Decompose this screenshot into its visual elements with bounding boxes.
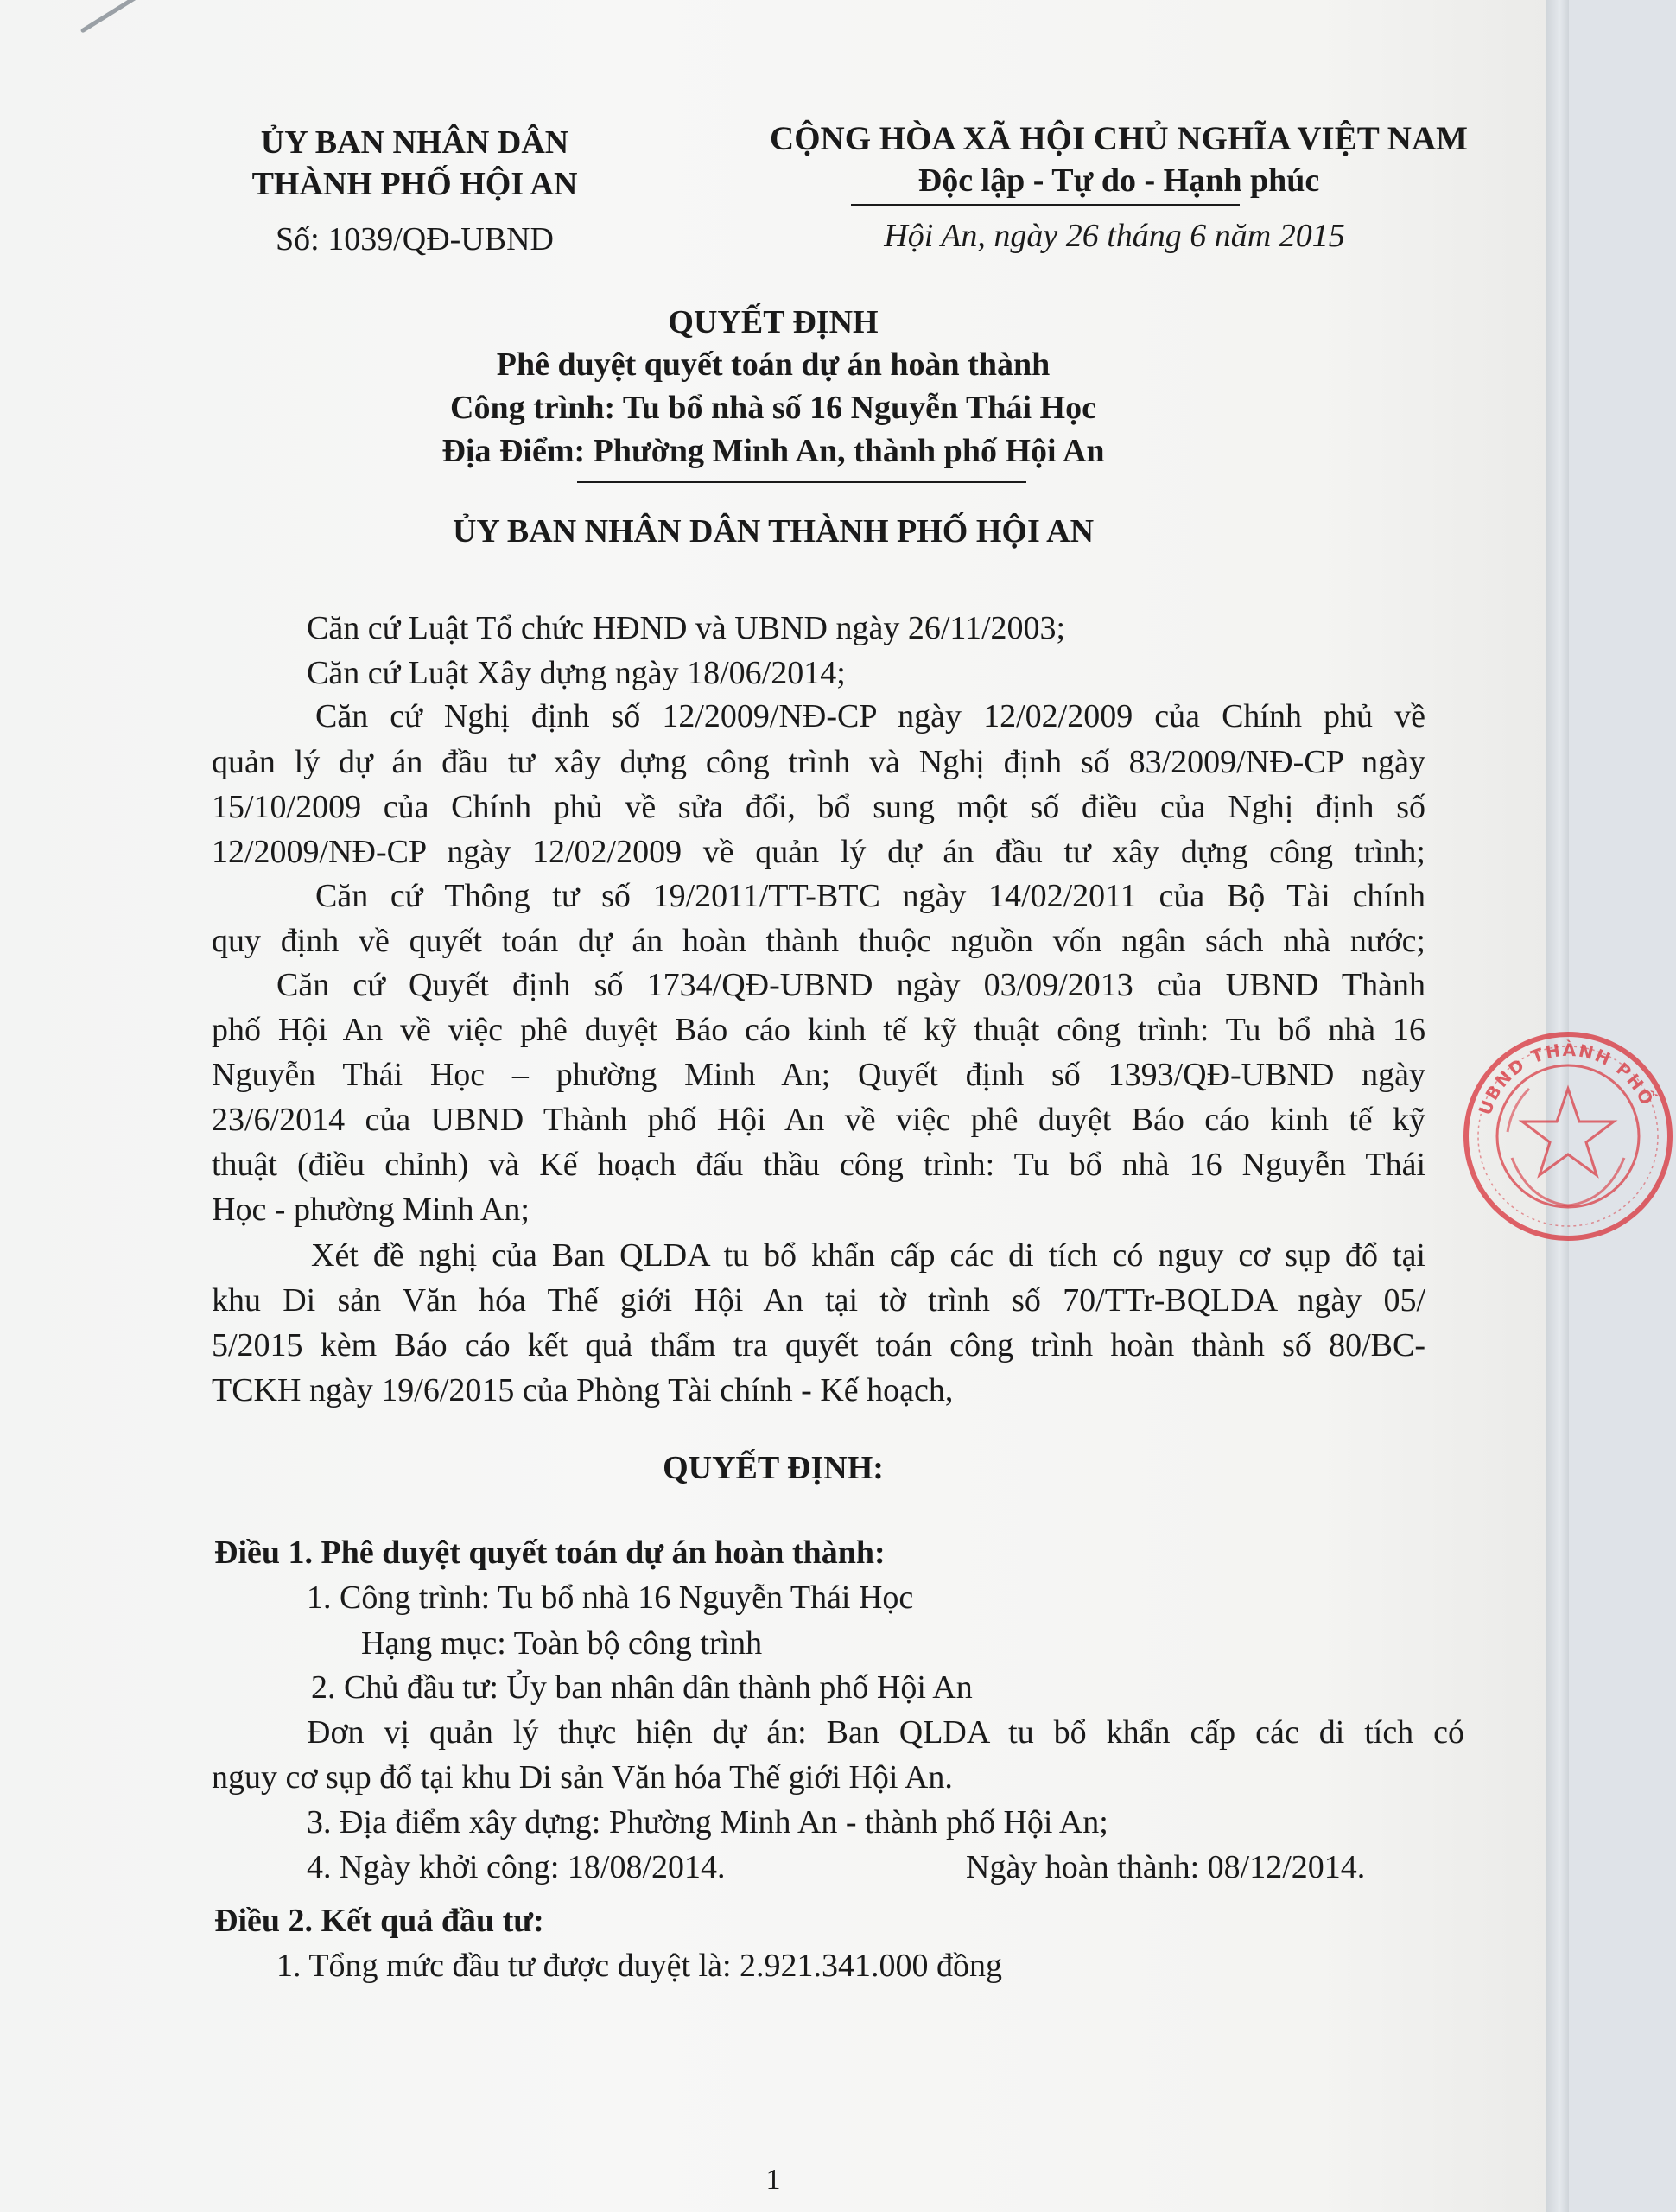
preamble-line: Căn cứ Luật Xây dựng ngày 18/06/2014; (307, 655, 846, 691)
title-line-1: Phê duyệt quyết toán dự án hoàn thành (496, 346, 1051, 383)
preamble-line: Căn cứ Thông tư số 19/2011/TT-BTC ngày 14/02/2011 của Bộ Tài chính (315, 878, 1425, 914)
preamble-line: thuật (điều chỉnh) và Kế hoạch đấu thầu công trình: Tu bổ nhà 16 Nguyễn Thái (212, 1147, 1425, 1183)
preamble-line: Căn cứ Nghị định số 12/2009/NĐ-CP ngày 12/02/2009 của Chính phủ về (315, 698, 1425, 734)
title-underline (577, 481, 1026, 483)
motto-underline (851, 204, 1240, 206)
nation-line-1: CỘNG HÒA XÃ HỘI CHỦ NGHĨA VIỆT NAM (770, 120, 1468, 157)
preamble-line: phố Hội An về việc phê duyệt Báo cáo kinh tế kỹ thuật công trình: Tu bổ nhà 16 (212, 1012, 1425, 1048)
svg-text:UBND THÀNH PHỐ: UBND THÀNH PHỐ (1474, 1039, 1659, 1118)
article-1-heading: Điều 1. Phê duyệt quyết toán dự án hoàn thành: (214, 1535, 886, 1571)
preamble-line: khu Di sản Văn hóa Thế giới Hội An tại tờ trình số 70/TTr-BQLDA ngày 05/ (212, 1282, 1425, 1319)
article-1-item-1-sub: Hạng mục: Toàn bộ công trình (361, 1625, 763, 1662)
article-1-item-1: 1. Công trình: Tu bổ nhà 16 Nguyễn Thái Học (307, 1580, 914, 1616)
title-line-2: Công trình: Tu bổ nhà số 16 Nguyễn Thái Học (450, 390, 1096, 426)
decision-heading: QUYẾT ĐỊNH: (663, 1450, 884, 1486)
staple-mark (80, 0, 141, 34)
preamble-line: Học - phường Minh An; (212, 1192, 530, 1228)
date-line: Hội An, ngày 26 tháng 6 năm 2015 (884, 218, 1345, 254)
preamble-line: Nguyễn Thái Học – phường Minh An; Quyết định số 1393/QĐ-UBND ngày (212, 1057, 1425, 1093)
article-1-unit-line-1: Đơn vị quản lý thực hiện dự án: Ban QLDA tu bổ khẩn cấp các di tích có (307, 1714, 1464, 1751)
article-1-item-2: 2. Chủ đầu tư: Ủy ban nhân dân thành phố Hội An (311, 1669, 973, 1706)
title-line-3: Địa Điểm: Phường Minh An, thành phố Hội An (441, 433, 1105, 469)
preamble-line: 5/2015 kèm Báo cáo kết quả thẩm tra quyết toán công trình hoàn thành số 80/BC- (212, 1327, 1425, 1363)
org-line-2: THÀNH PHỐ HỘI AN (251, 166, 578, 202)
preamble-line: Căn cứ Quyết định số 1734/QĐ-UBND ngày 03/09/2013 của UBND Thành (276, 967, 1425, 1003)
page-number: 1 (765, 2164, 781, 2196)
document-number: Số: 1039/QĐ-UBND (276, 221, 554, 257)
article-2-heading: Điều 2. Kết quả đầu tư: (214, 1903, 544, 1939)
article-1-item-4-start: 4. Ngày khởi công: 18/08/2014. (307, 1849, 726, 1885)
preamble-line: Xét đề nghị của Ban QLDA tu bổ khẩn cấp các di tích có nguy cơ sụp đổ tại (311, 1237, 1425, 1274)
preamble-line: quy định về quyết toán dự án hoàn thành thuộc nguồn vốn ngân sách nhà nước; (212, 923, 1425, 959)
article-1-item-3: 3. Địa điểm xây dựng: Phường Minh An - thành phố Hội An; (307, 1804, 1108, 1840)
article-1-item-4-end: Ngày hoàn thành: 08/12/2014. (966, 1849, 1366, 1885)
article-2-item-1: 1. Tổng mức đầu tư được duyệt là: 2.921.341.000 đồng (276, 1948, 1003, 1984)
document-title: QUYẾT ĐỊNH (668, 304, 879, 340)
article-1-unit-line-2: nguy cơ sụp đổ tại khu Di sản Văn hóa Thế giới Hội An. (212, 1759, 953, 1796)
preamble-line: quản lý dự án đầu tư xây dựng công trình và Nghị định số 83/2009/NĐ-CP ngày (212, 744, 1425, 780)
authority-heading: ỦY BAN NHÂN DÂN THÀNH PHỐ HỘI AN (452, 513, 1095, 550)
preamble-line: 12/2009/NĐ-CP ngày 12/02/2009 về quản lý dự án đầu tư xây dựng công trình; (212, 834, 1425, 870)
preamble-line: TCKH ngày 19/6/2015 của Phòng Tài chính - Kế hoạch, (212, 1372, 954, 1408)
org-line-1: ỦY BAN NHÂN DÂN (260, 124, 569, 161)
preamble-line: Căn cứ Luật Tổ chức HĐND và UBND ngày 26/11/2003; (307, 610, 1066, 646)
nation-motto: Độc lập - Tự do - Hạnh phúc (917, 162, 1320, 199)
preamble-line: 15/10/2009 của Chính phủ về sửa đổi, bổ sung một số điều của Nghị định số (212, 789, 1425, 825)
preamble-line: 23/6/2014 của UBND Thành phố Hội An về việc phê duyệt Báo cáo kinh tế kỹ (212, 1102, 1425, 1138)
official-seal (1460, 1028, 1676, 1244)
